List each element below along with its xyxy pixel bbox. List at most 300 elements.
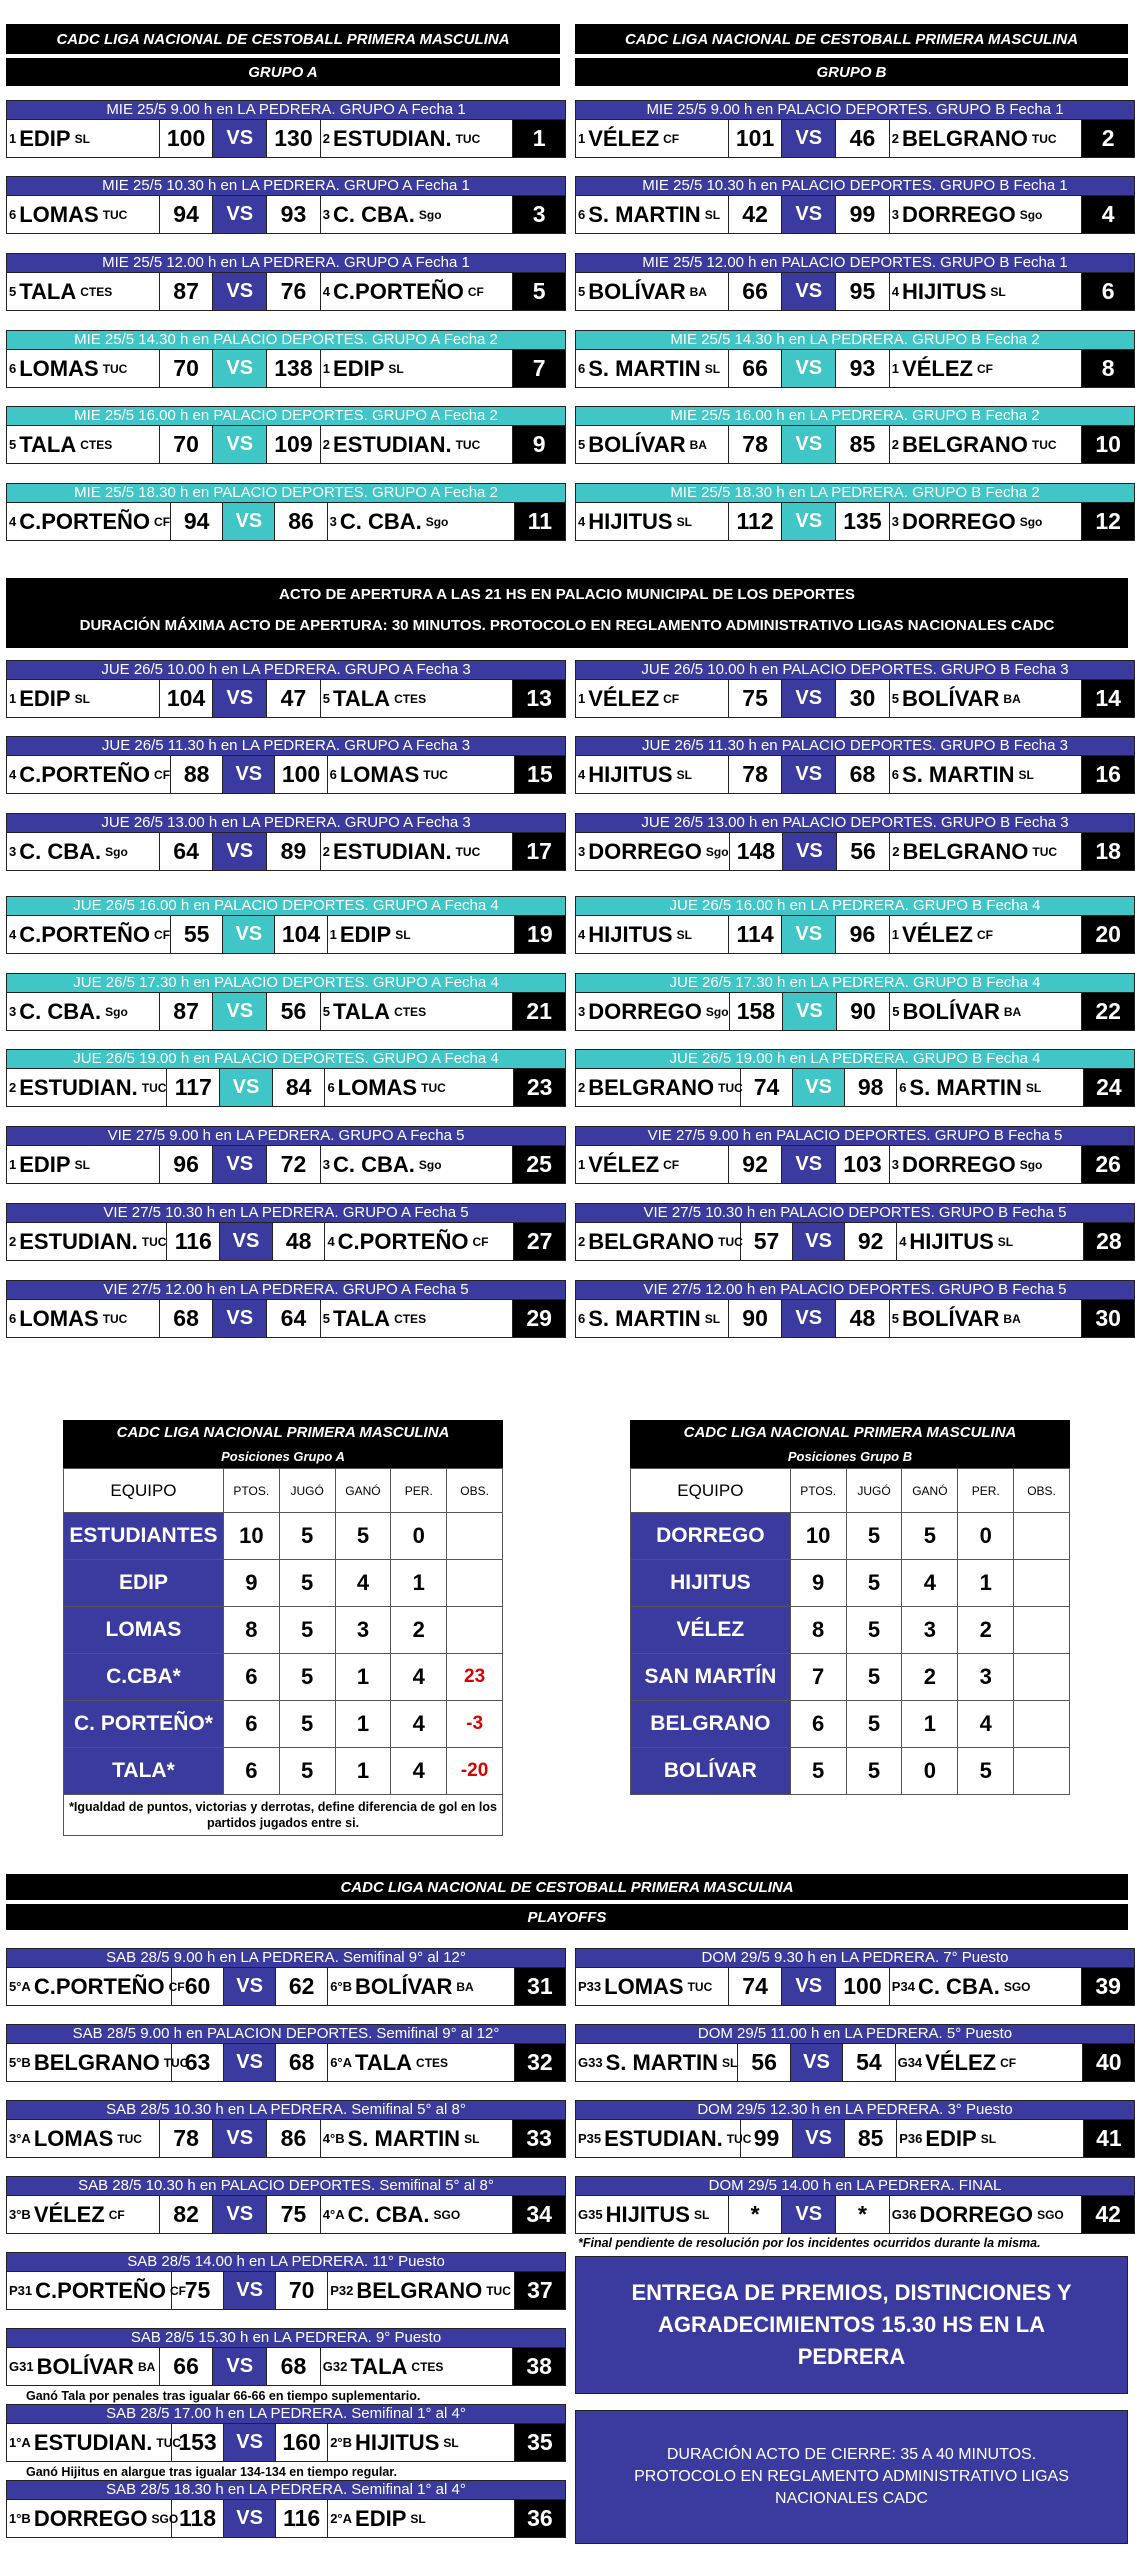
away-score: 104: [275, 916, 327, 953]
away-score: 93: [267, 196, 321, 233]
away-team-name: BELGRANO: [902, 838, 1029, 864]
away-team-name: VÉLEZ: [925, 2049, 997, 2075]
match-row: [575, 2120, 1135, 2158]
vs-label: VS: [224, 2272, 276, 2309]
standings-group-b: [630, 1420, 1070, 1795]
away-province: BA: [1003, 691, 1021, 706]
home-team-name: EDIP: [19, 685, 71, 711]
away-team-name: BOLÍVAR: [902, 998, 1000, 1024]
playoffs-title: CADC LIGA NACIONAL DE CESTOBALL PRIMERA MASCULINA: [6, 1874, 1128, 1900]
home-score: 60: [172, 1968, 224, 2005]
table-cell: 5: [279, 1748, 335, 1795]
home-team-name: HIJITUS: [588, 761, 673, 787]
away-province: SGO: [1003, 1979, 1031, 1994]
away-score: 47: [267, 680, 321, 717]
match-header: SAB 28/5 15.30 h en LA PEDRERA. 9° Puesto: [6, 2328, 566, 2348]
away-team: [897, 1223, 1084, 1260]
away-province: Sgo: [1019, 207, 1043, 222]
away-seed: 6: [899, 1080, 907, 1095]
home-score: 75: [172, 2272, 224, 2309]
away-score: 30: [836, 680, 890, 717]
vs-label: VS: [223, 503, 275, 540]
away-team: [328, 2272, 515, 2309]
away-province: CTES: [394, 691, 427, 706]
home-team: [7, 503, 171, 540]
match-header: JUE 26/5 13.00 h en PALACIO DEPORTES. GRUPO B Fecha 3: [575, 813, 1135, 833]
table-cell: HIJITUS: [631, 1560, 791, 1607]
away-team-name: DORREGO: [902, 1151, 1016, 1177]
home-province: BA: [137, 2359, 156, 2374]
home-seed: 6: [578, 361, 586, 376]
table-row: [64, 1701, 503, 1748]
home-team-name: BELGRANO: [588, 1228, 715, 1254]
match-row: [6, 273, 566, 311]
table-cell: 6: [790, 1701, 846, 1748]
table-cell: 4: [335, 1560, 391, 1607]
vs-label: VS: [782, 503, 836, 540]
away-team: [328, 2424, 515, 2461]
home-team: [576, 833, 730, 870]
table-cell: 9: [790, 1560, 846, 1607]
table-cell: 5: [279, 1607, 335, 1654]
match-number: 13: [513, 680, 565, 717]
header-right-group: GRUPO B: [575, 58, 1128, 86]
match-header: DOM 29/5 12.30 h en LA PEDRERA. 3° Puesto: [575, 2100, 1135, 2120]
away-province: CTES: [394, 1004, 427, 1019]
home-province: SL: [74, 691, 90, 706]
match-card: [6, 1126, 566, 1188]
match-card: [6, 1049, 566, 1111]
table-cell: 5: [790, 1748, 846, 1795]
table-cell: BELGRANO: [631, 1701, 791, 1748]
home-seed: 2: [578, 1080, 586, 1095]
standings-a-table: [63, 1468, 503, 1795]
away-team: [325, 1069, 514, 1106]
away-score: 99: [836, 196, 890, 233]
note-match-38: Ganó Tala por penales tras igualar 66-66 en tiempo suplementario.: [26, 2389, 421, 2403]
home-team: [7, 1146, 160, 1183]
away-team: [890, 1146, 1082, 1183]
away-province: SL: [1025, 1080, 1042, 1095]
home-seed: 3: [578, 1004, 586, 1019]
match-number: 31: [515, 1968, 565, 2005]
home-province: TUC: [163, 2055, 189, 2070]
vs-label: VS: [220, 1069, 273, 1106]
match-row: [6, 2044, 566, 2082]
away-province: Sgo: [425, 514, 449, 529]
home-province: TUC: [141, 1234, 167, 1249]
home-team-name: C. CBA.: [19, 838, 102, 864]
table-cell: 6: [223, 1701, 279, 1748]
match-header: JUE 26/5 19.00 h en LA PEDRERA. GRUPO B Fecha 4: [575, 1049, 1135, 1069]
away-score: 70: [276, 2272, 328, 2309]
match-row: [6, 426, 566, 464]
table-cell: 6: [223, 1748, 279, 1795]
home-province: SL: [704, 361, 721, 376]
match-number: 1: [513, 120, 565, 157]
home-team-name: C.PORTEÑO: [35, 2277, 166, 2303]
match-header: MIE 25/5 9.00 h en LA PEDRERA. GRUPO A Fecha 1: [6, 100, 566, 120]
home-team-name: LOMAS: [19, 355, 99, 381]
away-seed: 1: [329, 927, 337, 942]
home-province: CTES: [80, 284, 113, 299]
home-team: [576, 503, 729, 540]
table-cell: LOMAS: [64, 1607, 224, 1654]
match-header: MIE 25/5 18.30 h en PALACIO DEPORTES. GRUPO A Fecha 2: [6, 483, 566, 503]
match-number: 4: [1082, 196, 1134, 233]
match-number: 36: [515, 2500, 565, 2537]
away-seed: 2: [322, 437, 331, 452]
match-header: JUE 26/5 17.30 h en PALACIO DEPORTES. GRUPO A Fecha 4: [6, 973, 566, 993]
table-cell: 5: [846, 1748, 902, 1795]
match-header: JUE 26/5 16.00 h en LA PEDRERA. GRUPO B Fecha 4: [575, 896, 1135, 916]
standings-b-subtitle: Posiciones Grupo B: [630, 1446, 1070, 1468]
home-team: [576, 916, 729, 953]
match-header: MIE 25/5 16.00 h en LA PEDRERA. GRUPO B Fecha 2: [575, 406, 1135, 426]
away-team: [321, 350, 513, 387]
match-card: [6, 1280, 566, 1342]
away-province: BA: [1003, 1004, 1022, 1019]
table-cell: -3: [447, 1701, 503, 1748]
match-number: 24: [1084, 1069, 1134, 1106]
home-province: SL: [676, 514, 692, 529]
away-province: SL: [980, 2131, 997, 2146]
away-province: Sgo: [418, 207, 442, 222]
match-number: 14: [1082, 680, 1134, 717]
match-card: [575, 1280, 1135, 1342]
vs-label: VS: [213, 680, 267, 717]
home-team-name: VÉLEZ: [33, 2201, 105, 2227]
away-team: [321, 2348, 513, 2385]
home-score: 66: [729, 350, 783, 387]
table-cell: 5: [846, 1607, 902, 1654]
table-cell: 2: [958, 1607, 1014, 1654]
home-seed: 1: [578, 691, 586, 706]
home-seed: 6: [578, 207, 586, 222]
column-header: EQUIPO: [64, 1469, 224, 1513]
home-team-name: DORREGO: [588, 998, 702, 1024]
match-header: MIE 25/5 12.00 h en LA PEDRERA. GRUPO A Fecha 1: [6, 253, 566, 273]
vs-label: VS: [793, 1069, 845, 1106]
away-team-name: TALA: [355, 2049, 413, 2075]
vs-label: VS: [782, 273, 836, 310]
home-team: [7, 273, 160, 310]
home-team: [7, 1300, 160, 1337]
home-seed: 2: [9, 1080, 17, 1095]
vs-label: VS: [213, 196, 267, 233]
home-seed: 4: [9, 514, 17, 529]
header-right-title: CADC LIGA NACIONAL DE CESTOBALL PRIMERA MASCULINA: [575, 24, 1128, 54]
match-header: DOM 29/5 11.00 h en LA PEDRERA. 5° Puesto: [575, 2024, 1135, 2044]
match-row: [6, 1069, 566, 1107]
home-province: TUC: [726, 2131, 752, 2146]
away-province: BA: [456, 1979, 474, 1994]
away-team-name: ESTUDIAN.: [333, 431, 452, 457]
home-score: 66: [729, 273, 783, 310]
home-team-name: LOMAS: [19, 201, 99, 227]
column-header: PTOS.: [223, 1469, 279, 1513]
away-seed: 3: [891, 514, 900, 529]
away-score: 86: [275, 503, 327, 540]
home-team: [7, 833, 160, 870]
table-cell: 1: [335, 1701, 391, 1748]
vs-label: VS: [223, 756, 275, 793]
away-team-name: DORREGO: [919, 2201, 1034, 2227]
away-team: [890, 273, 1082, 310]
home-score: 78: [160, 2120, 214, 2157]
away-province: TUC: [423, 767, 448, 782]
home-province: SL: [693, 2207, 710, 2222]
match-header: MIE 25/5 10.30 h en LA PEDRERA. GRUPO A Fecha 1: [6, 176, 566, 196]
match-header: MIE 25/5 14.30 h en PALACIO DEPORTES. GRUPO A Fecha 2: [6, 330, 566, 350]
away-team-name: BELGRANO: [902, 431, 1028, 457]
column-header: JUGÓ: [279, 1469, 335, 1513]
vs-label: VS: [224, 2500, 276, 2537]
vs-label: VS: [782, 1968, 836, 2005]
home-team: [7, 2424, 182, 2461]
vs-label: VS: [223, 916, 275, 953]
away-seed: 2: [891, 437, 900, 452]
match-card: [575, 973, 1135, 1035]
home-score: 88: [171, 756, 223, 793]
table-cell: VÉLEZ: [631, 1607, 791, 1654]
match-header: MIE 25/5 14.30 h en LA PEDRERA. GRUPO B Fecha 2: [575, 330, 1135, 350]
vs-label: VS: [213, 2348, 267, 2385]
match-number: 25: [513, 1146, 565, 1183]
awards-panel: [575, 2256, 1128, 2394]
match-row: [6, 756, 566, 794]
away-score: 75: [267, 2196, 321, 2233]
home-province: CF: [663, 1157, 680, 1172]
away-province: SGO: [433, 2207, 461, 2222]
vs-label: VS: [213, 426, 267, 463]
table-row: [64, 1513, 503, 1560]
table-cell: 8: [223, 1607, 279, 1654]
away-province: SL: [388, 361, 404, 376]
home-score: 96: [160, 1146, 214, 1183]
table-cell: 4: [391, 1654, 447, 1701]
table-cell: 5: [279, 1560, 335, 1607]
home-seed: 3°A: [9, 2131, 31, 2146]
home-score: 74: [729, 1968, 783, 2005]
vs-label: VS: [782, 350, 836, 387]
vs-label: VS: [213, 2120, 267, 2157]
match-row: [6, 2272, 566, 2310]
match-number: 23: [514, 1069, 565, 1106]
away-seed: 3: [891, 207, 900, 222]
away-team: [321, 2120, 513, 2157]
away-team: [321, 833, 513, 870]
home-team-name: ESTUDIAN.: [19, 1228, 138, 1254]
home-team-name: S. MARTIN: [588, 1305, 701, 1331]
table-cell: EDIP: [64, 1560, 224, 1607]
home-seed: 5: [9, 437, 17, 452]
away-seed: 5: [322, 1004, 331, 1019]
away-score: 62: [276, 1968, 328, 2005]
away-score: 86: [267, 2120, 321, 2157]
home-seed: 4: [9, 927, 17, 942]
away-province: TUC: [455, 437, 481, 452]
match-header: MIE 25/5 18.30 h en LA PEDRERA. GRUPO B Fecha 2: [575, 483, 1135, 503]
away-team-name: EDIP: [355, 2505, 407, 2531]
match-row: [6, 503, 566, 541]
away-province: SGO: [1037, 2207, 1064, 2222]
match-header: JUE 26/5 11.30 h en LA PEDRERA. GRUPO A Fecha 3: [6, 736, 566, 756]
away-province: CF: [472, 1234, 489, 1249]
away-score: 92: [845, 1223, 897, 1260]
match-row: [575, 1223, 1135, 1261]
home-team: [576, 756, 729, 793]
home-team: [576, 1146, 729, 1183]
home-seed: 1: [9, 1157, 17, 1172]
vs-label: VS: [793, 2120, 845, 2157]
away-score: 85: [836, 426, 890, 463]
match-number: 29: [513, 1300, 565, 1337]
match-card: [6, 2252, 566, 2314]
home-score: 87: [160, 993, 214, 1030]
home-team: [7, 2348, 160, 2385]
match-header: JUE 26/5 19.00 h en PALACIO DEPORTES. GRUPO A Fecha 4: [6, 1049, 566, 1069]
vs-label: VS: [213, 833, 267, 870]
away-province: CF: [1000, 2055, 1017, 2070]
home-team-name: BOLÍVAR: [588, 278, 686, 304]
home-score: 101: [729, 120, 783, 157]
away-score: 64: [267, 1300, 321, 1337]
match-row: [6, 1968, 566, 2006]
table-cell: TALA*: [64, 1748, 224, 1795]
away-score: 90: [837, 993, 891, 1030]
table-cell: 5: [846, 1654, 902, 1701]
away-team-name: C.PORTEÑO: [333, 278, 464, 304]
away-team: [890, 1968, 1082, 2005]
away-score: 56: [267, 993, 321, 1030]
home-team: [7, 196, 160, 233]
away-team-name: BOLÍVAR: [902, 1305, 1000, 1331]
home-seed: 6: [9, 1311, 17, 1326]
away-team: [890, 350, 1082, 387]
away-seed: 4: [322, 284, 331, 299]
match-card: [575, 330, 1135, 392]
home-team: [7, 2500, 179, 2537]
home-province: CF: [108, 2207, 125, 2222]
match-row: [6, 120, 566, 158]
home-province: SL: [676, 927, 692, 942]
home-seed: 6: [9, 361, 17, 376]
away-team: [321, 2196, 513, 2233]
home-province: Sgo: [705, 1004, 729, 1019]
home-score: 70: [160, 426, 214, 463]
match-header: JUE 26/5 10.00 h en PALACIO DEPORTES. GRUPO B Fecha 3: [575, 660, 1135, 680]
table-cell: 5: [279, 1701, 335, 1748]
away-team-name: BELGRANO: [902, 125, 1028, 151]
table-cell: [1014, 1654, 1070, 1701]
match-row: [575, 1300, 1135, 1338]
home-score: 70: [160, 350, 214, 387]
match-header: VIE 27/5 9.00 h en PALACIO DEPORTES. GRUPO B Fecha 5: [575, 1126, 1135, 1146]
away-seed: 6°A: [330, 2055, 353, 2070]
match-header: DOM 29/5 9.30 h en LA PEDRERA. 7° Puesto: [575, 1948, 1135, 1968]
match-header: SAB 28/5 9.00 h en LA PEDRERA. Semifinal 9° al 12°: [6, 1948, 566, 1968]
away-team: [897, 1069, 1084, 1106]
table-header-row: [631, 1469, 1070, 1513]
match-card: [6, 896, 566, 958]
home-province: CF: [154, 514, 171, 529]
match-card: [6, 483, 566, 545]
home-team-name: S. MARTIN: [605, 2049, 719, 2075]
home-seed: 6: [9, 207, 17, 222]
vs-label: VS: [782, 196, 836, 233]
table-row: [64, 1607, 503, 1654]
match-row: [575, 1146, 1135, 1184]
home-province: SL: [676, 767, 692, 782]
awards-text: ENTREGA DE PREMIOS, DISTINCIONES Y AGRADECIMIENTOS 15.30 HS EN LA PEDRERA: [631, 2280, 1072, 2369]
match-header: SAB 28/5 10.30 h en PALACIO DEPORTES. Semifinal 5° al 8°: [6, 2176, 566, 2196]
vs-label: VS: [782, 1146, 836, 1183]
away-team-name: ESTUDIAN.: [333, 838, 452, 864]
home-team-name: DORREGO: [33, 2505, 148, 2531]
away-seed: 6°B: [330, 1979, 353, 1994]
match-number: 33: [513, 2120, 565, 2157]
home-team-name: VÉLEZ: [588, 125, 660, 151]
away-province: CTES: [416, 2055, 449, 2070]
standings-b-table: [630, 1468, 1070, 1795]
match-row: [6, 1146, 566, 1184]
home-score: 99: [741, 2120, 793, 2157]
away-score: 116: [276, 2500, 328, 2537]
vs-label: VS: [213, 993, 267, 1030]
table-cell: C.CBA*: [64, 1654, 224, 1701]
column-header: GANÓ: [335, 1469, 391, 1513]
table-cell: 5: [846, 1560, 902, 1607]
home-seed: 6: [578, 1311, 586, 1326]
match-card: [575, 1126, 1135, 1188]
vs-label: VS: [213, 350, 267, 387]
home-province: SGO: [151, 2511, 179, 2526]
home-team: [576, 2196, 729, 2233]
away-seed: 4°B: [322, 2131, 345, 2146]
home-seed: 4: [578, 927, 586, 942]
home-team-name: BELGRANO: [33, 2049, 160, 2075]
match-card: [575, 406, 1135, 468]
standings-a-title: CADC LIGA NACIONAL PRIMERA MASCULINA: [63, 1420, 503, 1446]
home-team-name: BELGRANO: [588, 1074, 715, 1100]
match-card: [575, 2176, 1135, 2238]
home-team: [7, 350, 160, 387]
vs-label: VS: [224, 2044, 276, 2081]
home-seed: 5: [9, 284, 17, 299]
vs-label: VS: [783, 833, 837, 870]
match-header: MIE 25/5 10.30 h en PALACIO DEPORTES. GRUPO B Fecha 1: [575, 176, 1135, 196]
home-score: 114: [729, 916, 783, 953]
vs-label: VS: [782, 680, 836, 717]
home-seed: 5°B: [9, 2055, 31, 2070]
home-province: SL: [704, 207, 721, 222]
match-row: [575, 756, 1135, 794]
match-card: [6, 2480, 566, 2542]
away-score: 109: [267, 426, 321, 463]
table-cell: -20: [447, 1748, 503, 1795]
away-province: TUC: [1031, 131, 1057, 146]
away-seed: 4: [891, 284, 900, 299]
away-seed: 1: [891, 361, 900, 376]
table-cell: 9: [223, 1560, 279, 1607]
match-header: SAB 28/5 17.00 h en LA PEDRERA. Semifinal 1° al 4°: [6, 2404, 566, 2424]
away-province: Sgo: [418, 1157, 442, 1172]
match-number: 28: [1084, 1223, 1134, 1260]
home-team-name: C.PORTEÑO: [33, 1973, 165, 1999]
away-team: [890, 993, 1082, 1030]
table-cell: 23: [447, 1654, 503, 1701]
